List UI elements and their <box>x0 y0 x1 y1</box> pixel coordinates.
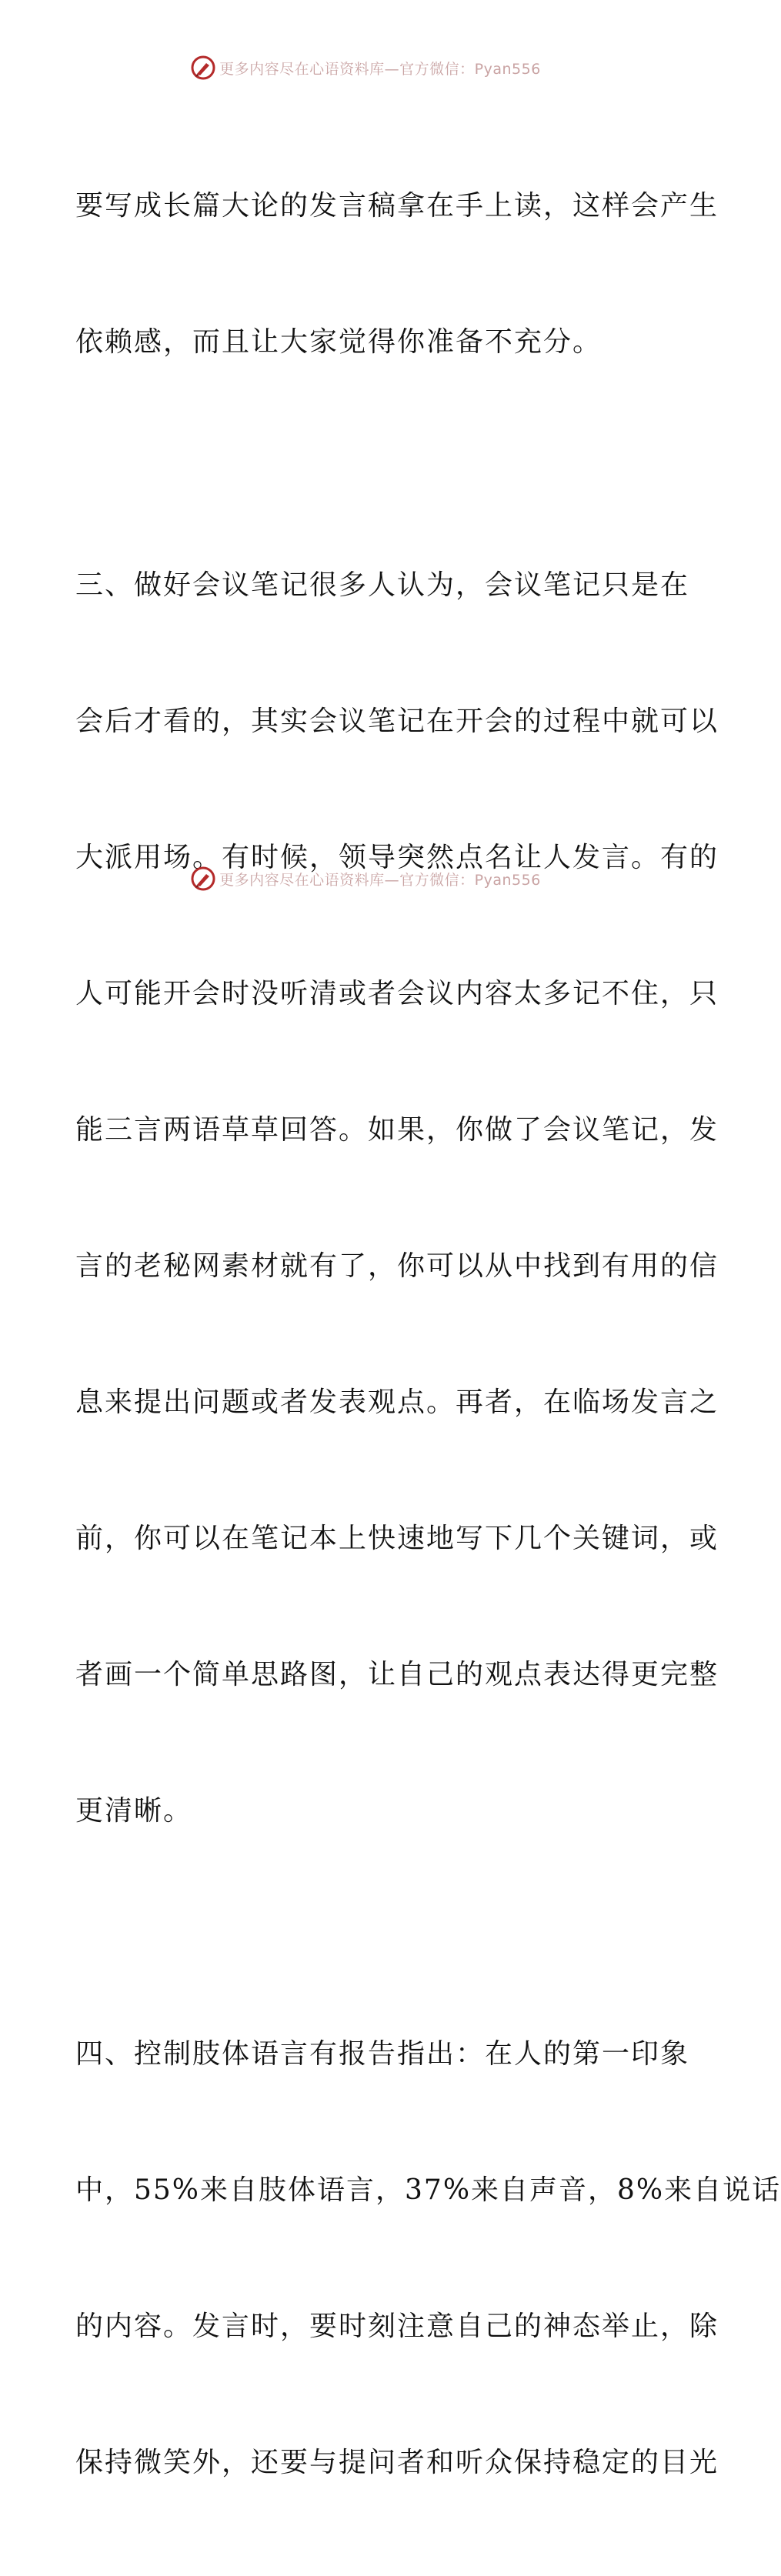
text-line: 中，55%来自肢体语言，37%来自声音，8%来自说话 <box>75 2174 781 2206</box>
paragraph <box>75 92 719 455</box>
text-line: 四、控制肢体语言有报告指出：在人的第一印象 <box>75 2038 690 2070</box>
text-line: 者画一个简单思路图，让自己的观点表达得更完整 <box>75 1659 719 1690</box>
paragraph <box>75 1940 781 2576</box>
watermark-text: 更多内容尽在心语资料库—官方微信：Pyan556 <box>219 60 541 78</box>
text-line: 人可能开会时没听清或者会议内容太多记不住，只 <box>75 978 719 1009</box>
text-line: 更清晰。 <box>75 1795 193 1827</box>
text-line: 言的老秘网素材就有了，你可以从中找到有用的信 <box>75 1250 719 1282</box>
text-line: 依赖感，而且让大家觉得你准备不充分。 <box>75 326 602 358</box>
text-line: 大派用场。有时候，领导突然点名让人发言。有的 <box>75 842 719 873</box>
footer-watermark <box>0 863 731 894</box>
text-line: 能三言两语草草回答。如果，你做了会议笔记，发 <box>75 1114 719 1146</box>
watermark-text: 更多内容尽在心语资料库—官方微信：Pyan556 <box>219 871 541 889</box>
header-watermark <box>0 52 731 83</box>
red-circle-pen-logo-icon <box>190 55 216 81</box>
text-line: 要写成长篇大论的发言稿拿在手上读，这样会产生 <box>75 190 719 222</box>
document-body <box>75 92 781 2576</box>
text-line: 息来提出问题或者发表观点。再者，在临场发言之 <box>75 1386 719 1418</box>
text-line: 保持微笑外，还要与提问者和听众保持稳定的目光 <box>75 2447 719 2478</box>
red-circle-pen-logo-icon <box>190 866 216 892</box>
text-line: 的内容。发言时，要时刻注意自己的神态举止，除 <box>75 2311 719 2342</box>
paragraph <box>75 472 719 1924</box>
text-line: 前，你可以在笔记本上快速地写下几个关键词，或 <box>75 1523 719 1554</box>
text-line: 三、做好会议笔记很多人认为，会议笔记只是在 <box>75 569 690 601</box>
text-line: 会后才看的，其实会议笔记在开会的过程中就可以 <box>75 706 719 737</box>
